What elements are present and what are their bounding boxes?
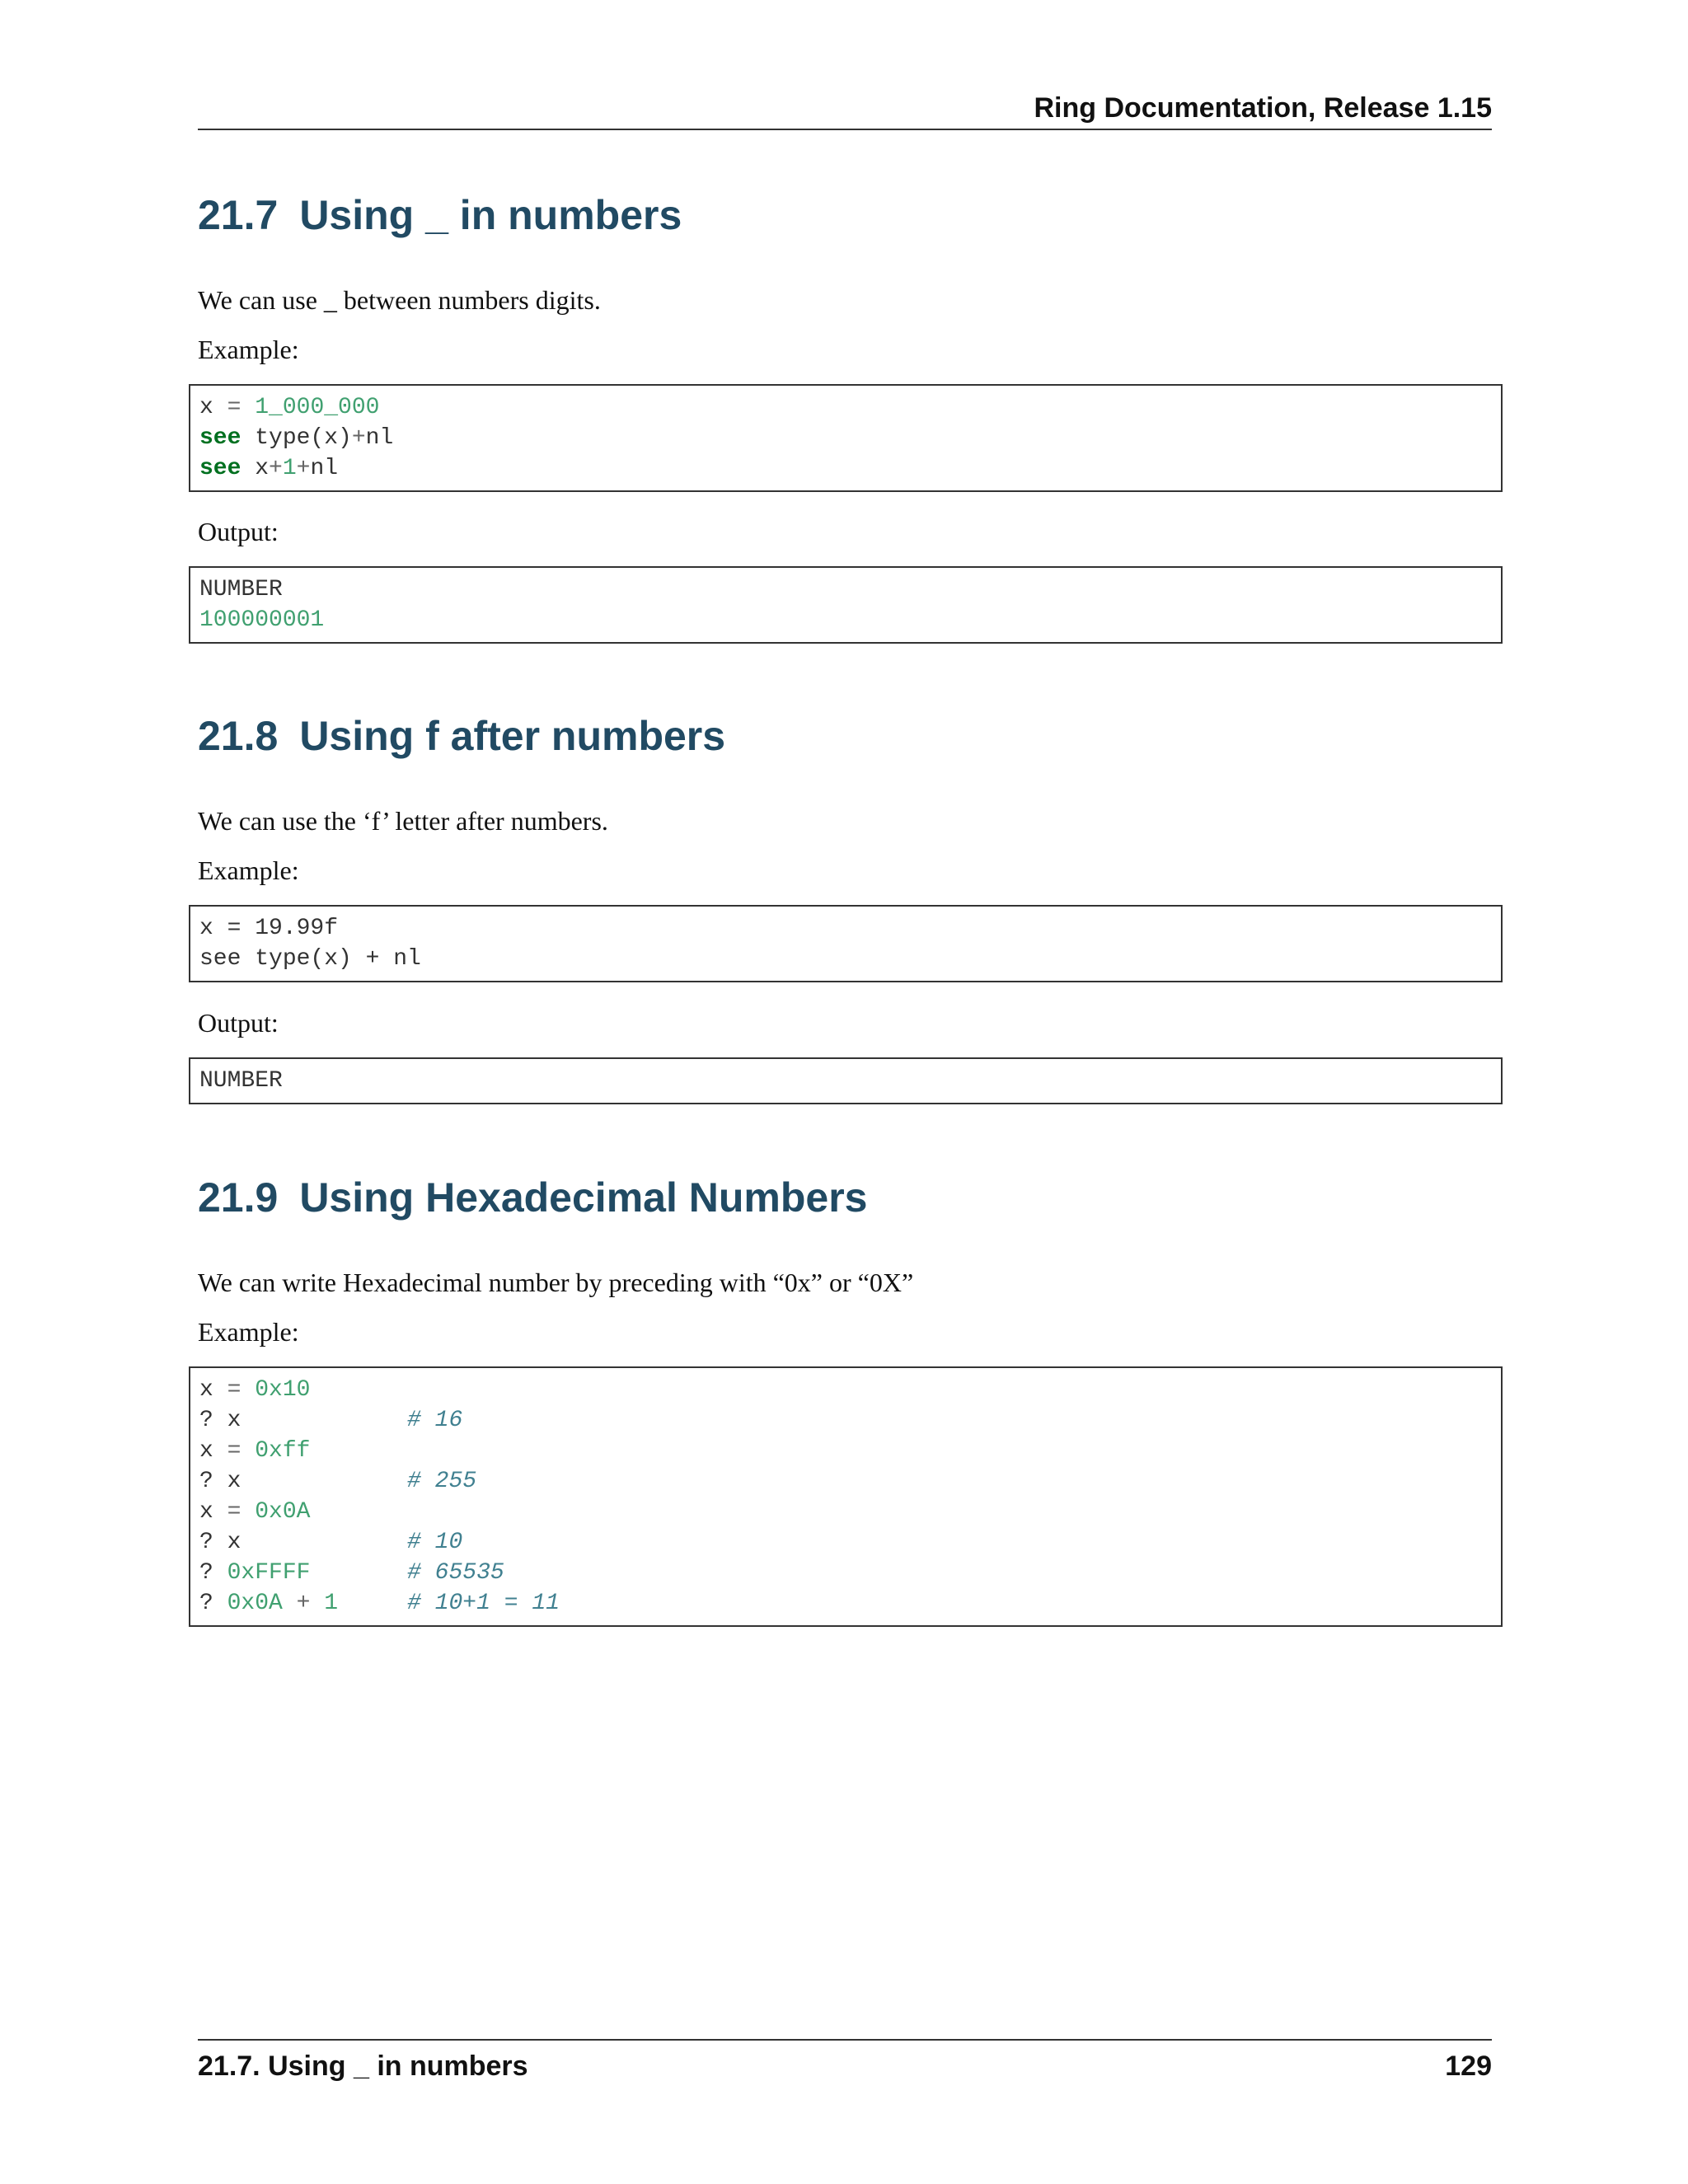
code-line xyxy=(199,1527,1501,1558)
section-title: Using f after numbers xyxy=(299,713,726,759)
footer-section-title: 21.7. Using _ in numbers xyxy=(198,2050,528,2082)
code-text: see type(x) + nl xyxy=(199,946,421,972)
code-block-example-21-9 xyxy=(189,1366,1503,1627)
section-number: 21.9 xyxy=(198,1174,279,1221)
code-line xyxy=(199,1558,1501,1588)
code-text: ? x # 10 xyxy=(199,1530,463,1555)
section-heading-21-7 xyxy=(198,191,682,239)
code-text: 100000001 xyxy=(199,607,325,633)
code-text: x = 19.99f xyxy=(199,916,339,941)
code-text: x = 0xff xyxy=(199,1438,311,1464)
page-header xyxy=(198,89,1492,130)
code-line xyxy=(199,913,1501,944)
code-block-output-21-8 xyxy=(189,1057,1503,1104)
code-block-example-21-7 xyxy=(189,384,1503,492)
code-text: see x+1+nl xyxy=(199,456,339,481)
example-label: Example: xyxy=(198,855,299,885)
code-text: ? x # 255 xyxy=(199,1469,477,1494)
code-text: x = 0x0A xyxy=(199,1499,311,1525)
section-intro: We can use _ between numbers digits. xyxy=(198,285,601,315)
code-text: ? 0x0A + 1 # 10+1 = 11 xyxy=(199,1591,560,1616)
example-label: Example: xyxy=(198,1317,299,1347)
section-intro: We can write Hexadecimal number by preceding with “0x” or “0X” xyxy=(198,1268,914,1297)
code-text: NUMBER xyxy=(199,577,283,602)
code-line xyxy=(199,1375,1501,1405)
section-title: Using _ in numbers xyxy=(299,192,682,238)
code-text: x = 0x10 xyxy=(199,1377,311,1403)
output-label: Output: xyxy=(198,517,279,546)
code-line xyxy=(199,944,1501,974)
code-text: ? x # 16 xyxy=(199,1408,463,1433)
section-heading-21-8 xyxy=(198,712,725,760)
code-block-output-21-7 xyxy=(189,566,1503,644)
code-line xyxy=(199,1405,1501,1436)
section-number: 21.8 xyxy=(198,713,279,759)
code-line xyxy=(199,1497,1501,1527)
code-block-example-21-8 xyxy=(189,905,1503,982)
section-heading-21-9 xyxy=(198,1174,867,1221)
code-line xyxy=(199,423,1501,453)
code-line xyxy=(199,1466,1501,1497)
document-title: Ring Documentation, Release 1.15 xyxy=(1034,92,1492,124)
code-text: NUMBER xyxy=(199,1068,283,1094)
code-line xyxy=(199,605,1501,635)
code-text: see type(x)+nl xyxy=(199,425,394,451)
page-footer xyxy=(198,2039,1492,2088)
section-number: 21.7 xyxy=(198,192,279,238)
code-line xyxy=(199,392,1501,423)
code-line xyxy=(199,1588,1501,1619)
code-text: x = 1_000_000 xyxy=(199,395,380,420)
code-line xyxy=(199,1436,1501,1466)
code-line xyxy=(199,574,1501,605)
code-text: ? 0xFFFF # 65535 xyxy=(199,1560,504,1586)
code-line xyxy=(199,453,1501,484)
section-intro: We can use the ‘f’ letter after numbers. xyxy=(198,806,608,836)
page-number: 129 xyxy=(1445,2050,1492,2082)
section-title: Using Hexadecimal Numbers xyxy=(299,1174,868,1221)
output-label: Output: xyxy=(198,1008,279,1038)
example-label: Example: xyxy=(198,335,299,364)
code-line xyxy=(199,1066,1501,1096)
